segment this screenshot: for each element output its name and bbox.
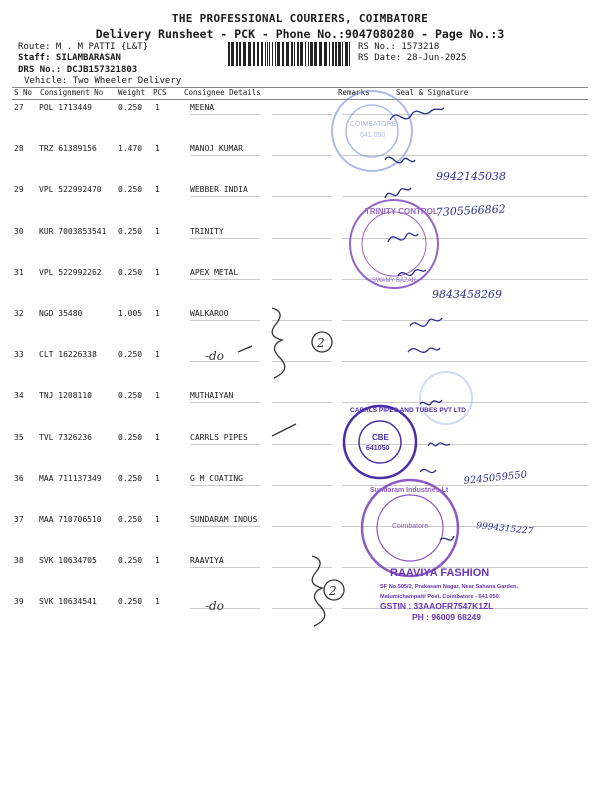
col-remarks: Remarks	[338, 88, 370, 97]
brace-38-39	[312, 556, 325, 626]
company-title: THE PROFESSIONAL COURIERS, COIMBATORE	[171, 12, 429, 25]
braces	[238, 308, 344, 626]
row-consignment: NGD 35480	[39, 309, 83, 318]
sundaram-city: Coimbatore	[392, 523, 429, 530]
signature-30	[388, 233, 418, 242]
row-sno: 33	[14, 350, 24, 360]
row-pcs: 1	[155, 267, 160, 277]
row-sno: 36	[14, 473, 24, 483]
rs-number: RS No.: 1573218	[358, 42, 440, 52]
signature-33	[408, 348, 440, 352]
row-weight: 0.250	[118, 556, 143, 566]
circle-2-b-text: 2	[329, 584, 337, 598]
row-pcs: 1	[155, 350, 160, 360]
circle-2-a-text: 2	[317, 336, 325, 350]
carrls-text: CARRLS PIPES AND TUBES PVT LTD	[350, 407, 466, 414]
row-consignment: TVL 7326236	[39, 432, 92, 442]
row-weight: 0.250	[118, 391, 143, 401]
row-pcs: 1	[155, 226, 160, 236]
raaviya-gstin: GSTIN : 33AAOFR7547K1ZL	[380, 601, 494, 611]
row-pcs: 1	[155, 185, 160, 195]
row-consignment: CLT 16226338	[39, 350, 97, 360]
row-sno: 39	[14, 597, 24, 607]
phone-37: 9994315227	[475, 521, 534, 537]
row-consignment: MAA 710706510	[39, 515, 102, 524]
row-pcs: 1	[155, 432, 160, 442]
row-consignee: APEX METAL	[190, 267, 239, 277]
ditto-marks	[205, 349, 224, 613]
row-weight: 0.250	[118, 226, 143, 236]
phone-31: 9843458269	[432, 288, 502, 301]
sundaram-text: Sundaram Industries Lt	[370, 487, 449, 494]
raaviya-address-1: SF No.505/2, Prakasam Nagar, Near Sahana Garden,	[380, 584, 519, 590]
row-pcs: 1	[155, 144, 160, 154]
row-sno: 38	[14, 556, 24, 566]
row-pcs: 1	[155, 391, 160, 401]
stamp-pin: 641 050	[360, 132, 386, 139]
trinity-text: TRINITY CONTROL	[365, 207, 438, 216]
row-consignee: MEENA	[190, 103, 215, 112]
row-pcs: 1	[155, 473, 160, 483]
route-label: Route: M . M PATTI {L&T}	[18, 42, 149, 52]
ditto-33: -do	[205, 349, 224, 363]
row-consignee: MUTHAIYAN	[190, 391, 234, 401]
row-pcs: 1	[155, 309, 160, 318]
row-sno: 28	[14, 144, 24, 154]
row-sno: 34	[14, 391, 24, 401]
col-weight: Weight	[118, 88, 146, 97]
row-pcs: 1	[155, 556, 160, 566]
row-consignment: KUR 7003853541	[39, 226, 107, 236]
row-weight: 0.250	[118, 432, 143, 442]
row-pcs: 1	[155, 597, 160, 607]
row-sno: 35	[14, 432, 24, 442]
row-weight: 0.250	[118, 185, 143, 195]
row-consignment: SVK 10634541	[39, 597, 97, 607]
raaviya-phone: PH : 96009 68249	[412, 612, 481, 622]
signature-35	[428, 443, 450, 446]
row-weight: 0.250	[118, 515, 143, 524]
row-consignee: WEBBER INDIA	[190, 185, 248, 195]
row-consignment: MAA 711137349	[39, 473, 102, 483]
raaviya-stamp	[380, 567, 518, 622]
carrls-pin: 641050	[366, 445, 390, 452]
row-consignment: SVK 10634705	[39, 556, 97, 566]
row-sno: 29	[14, 185, 24, 195]
coimbatore-stamp	[332, 91, 412, 171]
row-pcs: 1	[155, 515, 160, 524]
row-consignee: G M COATING	[190, 473, 243, 483]
signature-29	[385, 188, 411, 198]
brace-32-33	[272, 308, 285, 378]
stamp-city: COIMBATORE	[350, 121, 397, 128]
tick-35	[272, 424, 296, 436]
row-consignment: TNJ 1208110	[39, 391, 92, 401]
row-weight: 1.005	[118, 309, 143, 318]
col-consignee: Consignee Details	[184, 88, 261, 97]
trinity-stamp	[350, 200, 438, 288]
raaviya-name: RAAVIYA FASHION	[390, 567, 490, 579]
row-consignment: VPL 522992470	[39, 185, 102, 195]
rs-date: RS Date: 28-Jun-2025	[358, 53, 467, 63]
carrls-stamp	[344, 406, 466, 478]
row-weight: 0.250	[118, 103, 143, 112]
sundaram-stamp	[362, 480, 458, 576]
row-consignee: WALKAROO	[190, 309, 229, 318]
row-consignment: VPL 522992262	[39, 267, 102, 277]
row-weight: 0.250	[118, 350, 143, 360]
phone-36: 9245059550	[463, 469, 528, 487]
row-sno: 30	[14, 226, 24, 236]
faded-stamp	[420, 372, 472, 424]
row-weight: 0.250	[118, 597, 143, 607]
signature-32	[410, 318, 442, 326]
row-weight: 0.250	[118, 267, 143, 277]
tick-33	[238, 346, 252, 352]
carrls-city: CBE	[372, 433, 389, 442]
row-sno: 31	[14, 267, 24, 277]
phone-29: 7305566862	[435, 202, 507, 219]
ditto-39: -do	[205, 599, 224, 613]
vehicle-label: Vehicle: Two Wheeler Delivery	[24, 76, 182, 86]
row-consignee: CARRLS PIPES	[190, 432, 248, 442]
phone-28: 9942145038	[436, 170, 506, 183]
signature-34	[420, 400, 442, 405]
col-consignment: Consignment No	[40, 88, 104, 97]
row-consignee: TRINITY	[190, 226, 224, 236]
trinity-city: SWAMY BAZAR	[372, 278, 417, 284]
row-consignee: RAAVIYA	[190, 556, 224, 566]
signature-36	[420, 469, 436, 472]
row-sno: 27	[14, 103, 24, 112]
row-consignment: TRZ 61389156	[39, 144, 97, 154]
signature-27	[390, 108, 444, 120]
row-sno: 32	[14, 309, 24, 318]
drs-number: DRS No.: DCJB157321803	[18, 65, 138, 75]
raaviya-address-2: Malumichampatti Post, Coimbatore - 641 050.	[380, 594, 501, 600]
circle-numbers	[316, 336, 337, 598]
runsheet-subtitle: Delivery Runsheet - PCK - Phone No.:9047080280 - Page No.:3	[95, 27, 505, 41]
staff-label: Staff: SILAMBARASAN	[18, 53, 121, 63]
col-pcs: PCS	[153, 88, 167, 97]
row-sno: 37	[14, 515, 24, 524]
row-consignee: MANOJ KUMAR	[190, 144, 243, 154]
col-seal: Seal & Signature	[396, 88, 469, 97]
handwritten-phones	[432, 170, 534, 537]
row-pcs: 1	[155, 103, 160, 112]
row-weight: 0.250	[118, 473, 143, 483]
row-weight: 1.470	[118, 144, 143, 154]
col-sno: S No	[14, 88, 33, 97]
row-consignment: POL 1713449	[39, 103, 92, 112]
row-consignee: SUNDARAM INDUS	[190, 515, 258, 524]
